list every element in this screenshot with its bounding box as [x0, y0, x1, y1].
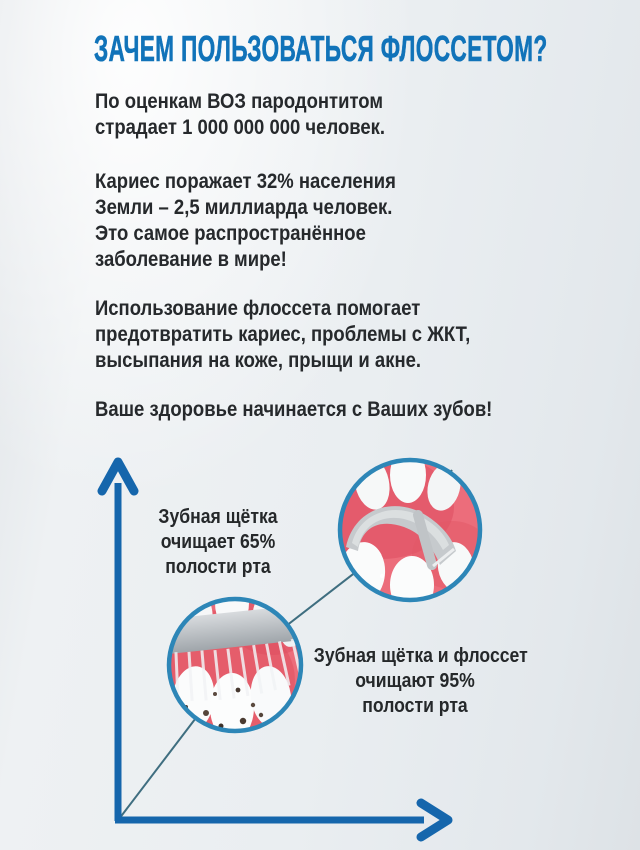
- text-line: предотвратить кариес, проблемы с ЖКТ,: [95, 323, 471, 346]
- x-axis: [115, 803, 448, 837]
- text-line: Это самое распространённое: [95, 222, 366, 245]
- toothbrush-data-label: [143, 505, 293, 580]
- paragraph-slogan: [95, 397, 492, 423]
- text-line: По оценкам ВОЗ пародонтитом: [95, 90, 383, 113]
- text-line: Земли – 2,5 миллиарда человек.: [95, 196, 393, 219]
- text-line: очищают 95%: [355, 670, 475, 692]
- text-line: очищает 65%: [160, 531, 276, 553]
- text-line: Зубная щётка: [158, 506, 278, 528]
- page-title: ЗАЧЕМ ПОЛЬЗОВАТЬСЯ ФЛОССЕТОМ?: [94, 28, 548, 69]
- paragraph-caries-stats: [95, 169, 396, 273]
- flosser-data-label: [313, 644, 528, 719]
- x-axis-arrow-icon: [421, 803, 448, 837]
- paragraph-who-stats: [95, 89, 385, 141]
- toothbrush-circle-image: [115, 576, 318, 750]
- y-axis: [102, 462, 134, 821]
- text-line: Кариес поражает 32% населения: [95, 170, 396, 193]
- text-line: полости рта: [165, 556, 271, 578]
- flosser-circle-image: [310, 447, 492, 614]
- text-line: полости рта: [362, 695, 468, 717]
- text-line: страдает 1 000 000 000 человек.: [95, 116, 386, 139]
- text-line: Использование флоссета помогает: [95, 297, 421, 320]
- text-line: Зубная щётка и флоссет: [313, 645, 528, 667]
- paragraph-floss-benefits: [95, 296, 470, 374]
- text-line: заболевание в мире!: [95, 248, 287, 271]
- text-line: высыпания на коже, прыщи и акне.: [95, 349, 422, 372]
- text-line: Ваше здоровье начинается с Ваших зубов!: [95, 398, 493, 421]
